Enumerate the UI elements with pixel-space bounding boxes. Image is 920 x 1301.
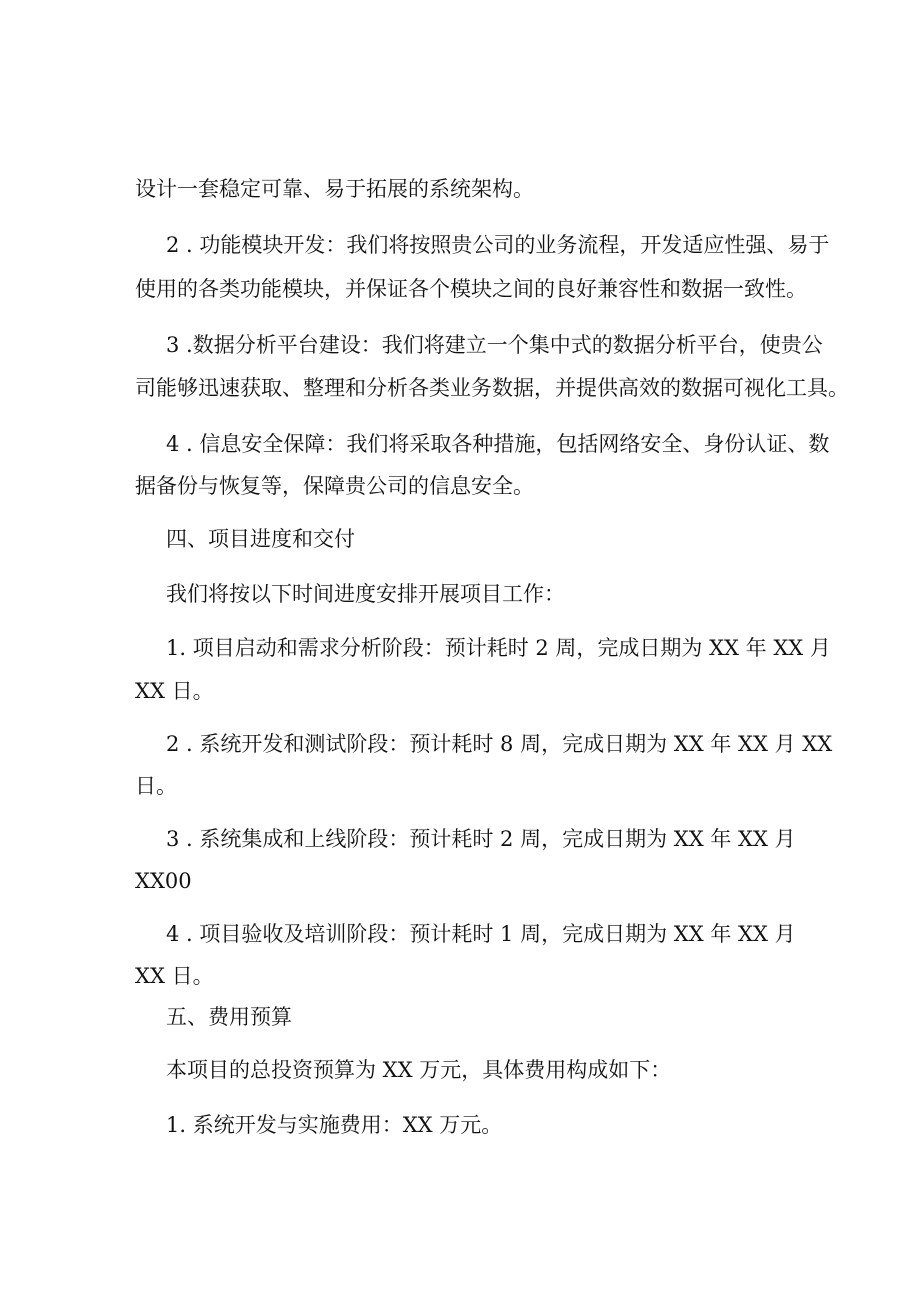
section-heading: 五、费用预算 xyxy=(166,1005,292,1029)
paragraph-line: 2 . 系统开发和测试阶段：预计耗时 8 周，完成日期为 XX 年 XX 月 XX xyxy=(166,732,833,756)
paragraph-line: 据备份与恢复等，保障贵公司的信息安全。 xyxy=(135,474,534,498)
paragraph-line: 1. 系统开发与实施费用：XX 万元。 xyxy=(166,1113,503,1137)
paragraph-line: XX00 xyxy=(135,869,192,893)
paragraph-line: 3 . 系统集成和上线阶段：预计耗时 2 周，完成日期为 XX 年 XX 月 xyxy=(166,827,796,851)
paragraph-line: 1. 项目启动和需求分析阶段：预计耗时 2 周，完成日期为 XX 年 XX 月 xyxy=(166,636,831,660)
paragraph-line: 4 . 项目验收及培训阶段：预计耗时 1 周，完成日期为 XX 年 XX 月 xyxy=(166,922,796,946)
paragraph-line: 设计一套稳定可靠、易于拓展的系统架构。 xyxy=(135,177,534,201)
section-heading: 四、项目进度和交付 xyxy=(166,527,355,551)
paragraph-line: XX 日。 xyxy=(135,964,214,988)
paragraph-line: 3 .数据分析平台建设：我们将建立一个集中式的数据分析平台，使贵公 xyxy=(166,333,823,357)
paragraph-line: 司能够迅速获取、整理和分析各类业务数据，并提供高效的数据可视化工具。 xyxy=(135,376,849,400)
paragraph-line: 日。 xyxy=(135,774,177,798)
paragraph-line: 我们将按以下时间进度安排开展项目工作： xyxy=(166,582,565,606)
paragraph-line: 使用的各类功能模块，并保证各个模块之间的良好兼容性和数据一致性。 xyxy=(135,277,807,301)
paragraph-line: 2 . 功能模块开发：我们将按照贵公司的业务流程，开发适应性强、易于 xyxy=(166,233,830,257)
paragraph-line: 本项目的总投资预算为 XX 万元，具体费用构成如下： xyxy=(166,1058,672,1082)
paragraph-line: 4 . 信息安全保障：我们将采取各种措施，包括网络安全、身份认证、数 xyxy=(166,432,830,456)
paragraph-line: XX 日。 xyxy=(135,679,214,703)
